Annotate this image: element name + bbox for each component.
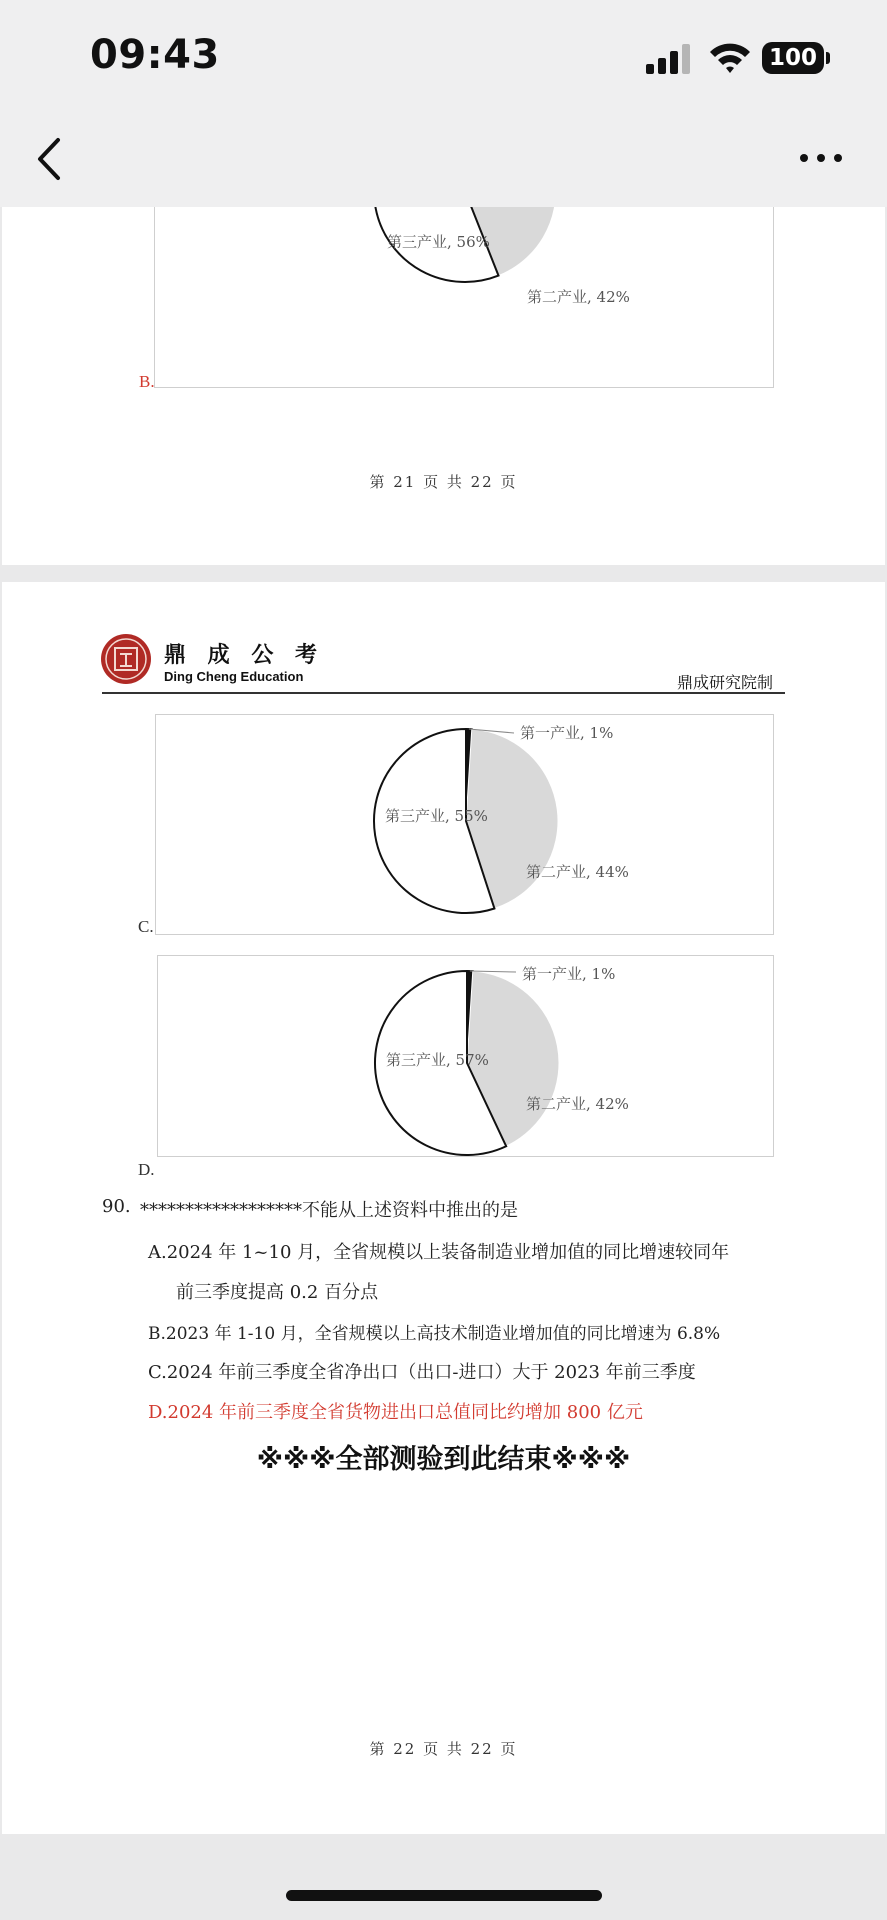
wifi-icon: [708, 40, 752, 74]
question-stem: ******************不能从上述资料中推出的是: [140, 1200, 518, 1221]
header-institute: 鼎成研究院制: [677, 673, 774, 692]
pie-chart-d-frame: [157, 955, 774, 1157]
slice-label-primary: 第一产业, 1%: [522, 965, 616, 983]
slice-label-secondary: 第二产业, 44%: [526, 863, 629, 881]
slice-label-tertiary: 第三产业, 57%: [386, 1051, 489, 1069]
option-c: C.2024 年前三季度全省净出口（出口-进口）大于 2023 年前三季度: [148, 1362, 696, 1383]
document-page-22: [2, 582, 885, 1834]
page-number: 第 21 页 共 22 页: [369, 473, 518, 491]
option-d-answer: D.2024 年前三季度全省货物进出口总值同比约增加 800 亿元: [148, 1402, 643, 1423]
status-time: 09:43: [90, 32, 220, 78]
option-a-line2: 前三季度提高 0.2 百分点: [176, 1282, 379, 1303]
question-number: 90.: [102, 1196, 131, 1217]
logo-text-en: Ding Cheng Education: [164, 669, 304, 684]
pie-chart-c-frame: [155, 714, 774, 935]
option-b: B.2023 年 1-10 月，全省规模以上高技术制造业增加值的同比增速为 6.8%: [148, 1324, 721, 1344]
more-options-button[interactable]: [796, 140, 846, 176]
slice-label-secondary: 第二产业, 42%: [526, 1095, 629, 1113]
option-c-letter: C.: [138, 917, 154, 936]
slice-label-tertiary: 第三产业, 56%: [387, 233, 490, 251]
battery-icon: 100: [762, 42, 824, 74]
ding-cheng-logo-icon: [100, 633, 152, 685]
page-number: 第 22 页 共 22 页: [369, 1740, 518, 1758]
option-a-line1: A.2024 年 1~10 月，全省规模以上装备制造业增加值的同比增速较同年: [148, 1242, 730, 1263]
logo-text-cn: 鼎 成 公 考: [164, 642, 324, 668]
nav-bar: [0, 110, 887, 207]
cellular-signal-icon: [646, 44, 692, 74]
option-d-letter: D.: [138, 1160, 155, 1179]
slice-label-primary: 第一产业, 1%: [520, 724, 614, 742]
slice-label-tertiary: 第三产业, 55%: [385, 807, 488, 825]
option-b-letter: B.: [139, 372, 155, 391]
battery-tip: [826, 52, 830, 64]
header-divider: [102, 692, 785, 694]
status-bar: [0, 0, 887, 110]
back-button[interactable]: [30, 134, 70, 184]
end-of-test-text: ※※※全部测验到此结束※※※: [256, 1444, 631, 1475]
home-indicator[interactable]: [286, 1890, 602, 1901]
slice-label-secondary: 第二产业, 42%: [527, 288, 630, 306]
